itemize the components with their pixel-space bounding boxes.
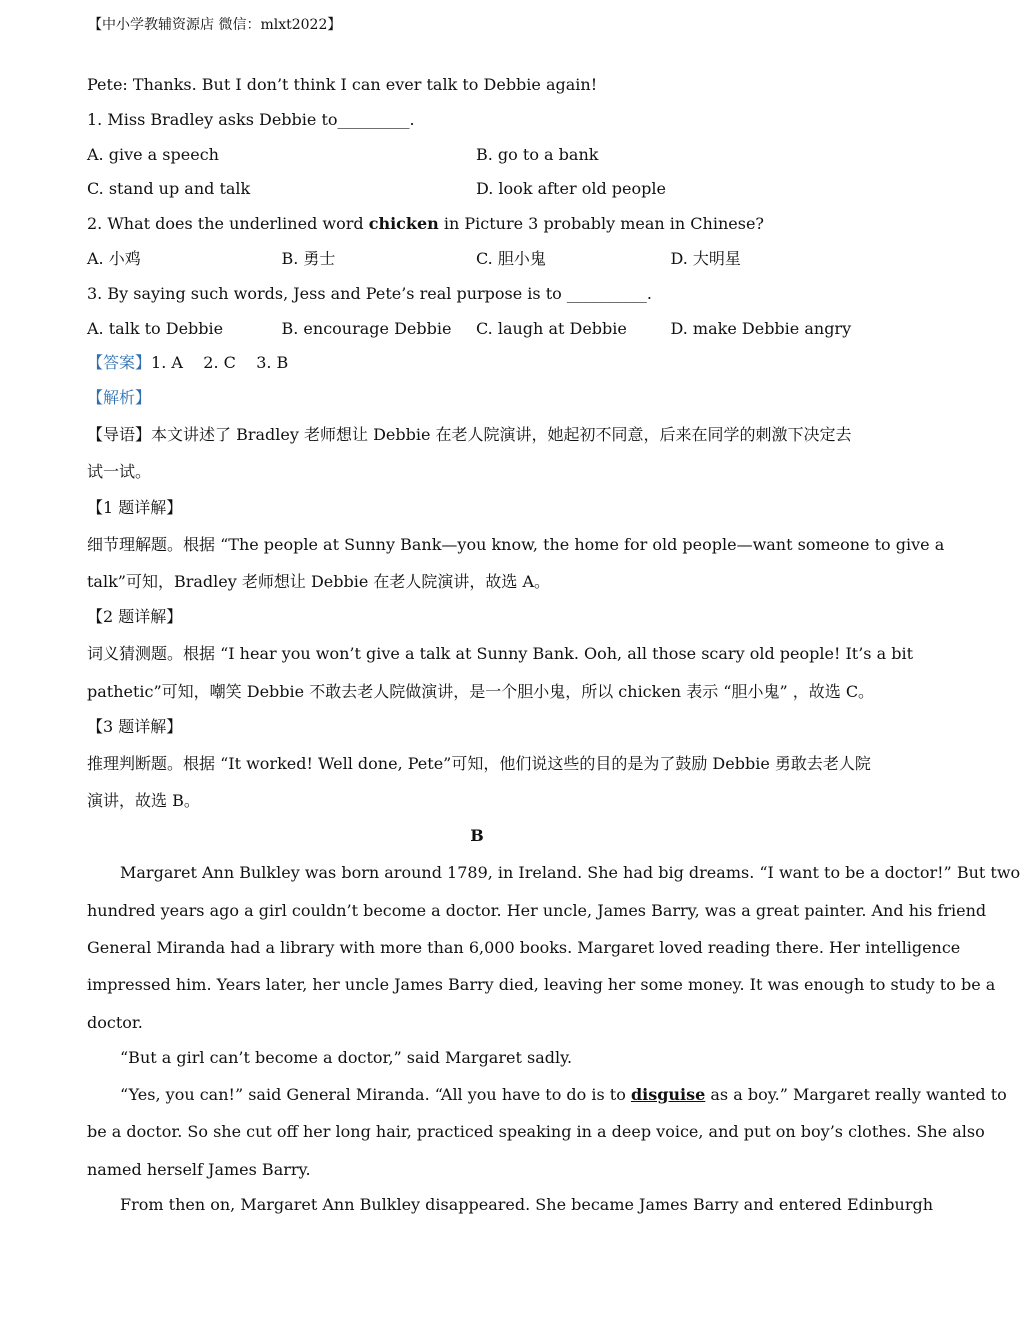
q1-option-c: C. stand up and talk — [87, 179, 251, 199]
passage-p1-line-4: impressed him. Years later, her uncle James Barry died, leaving her some money. It was enough to study to be a — [87, 975, 996, 995]
question-1-options-row-1 — [87, 138, 867, 173]
question-2-stem — [87, 207, 867, 242]
q3-option-d: D. make Debbie angry — [670, 318, 852, 338]
q2-option-d: D. 大明星 — [670, 248, 741, 268]
detail-3-label: 【3 题详解】 — [87, 716, 183, 736]
q3-option-b: B. encourage Debbie — [281, 318, 452, 338]
detail-1-label: 【1 题详解】 — [87, 497, 183, 517]
analysis-label: 【解析】 — [87, 388, 152, 408]
underlined-word-disguise: disguise — [630, 1085, 706, 1105]
detail-3-line-2: 演讲，故选 B。 — [87, 791, 200, 811]
p3-before: “Yes, you can!” said General Miranda. “All you have to do is to — [120, 1085, 631, 1105]
document-body — [87, 68, 1020, 1223]
guide-line-2: 试一试。 — [87, 462, 152, 482]
q1-option-b: B. go to a bank — [476, 144, 599, 164]
passage-p3-line-2: be a doctor. So she cut off her long hair, practiced speaking in a deep voice, and put on boy’s clothes. She also — [87, 1122, 985, 1142]
passage-p1-line-1: Margaret Ann Bulkley was born around 1789, in Ireland. She had big dreams. “I want to be a doctor!” But two — [120, 863, 1020, 883]
q2-option-b: B. 勇士 — [281, 248, 336, 268]
q2-option-a: A. 小鸡 — [87, 248, 141, 268]
answer-text: 1. A 2. C 3. B — [151, 353, 289, 373]
q2-stem-before: 2. What does the underlined word — [87, 214, 369, 234]
q1-option-d: D. look after old people — [476, 179, 666, 199]
passage-p1-line-5: doctor. — [87, 1012, 143, 1032]
section-b-title: B — [470, 826, 484, 846]
passage-p4: From then on, Margaret Ann Bulkley disappeared. She became James Barry and entered Edinburgh — [120, 1195, 934, 1215]
q3-option-c: C. laugh at Debbie — [476, 318, 627, 338]
detail-2-line-2: pathetic”可知，嘲笑 Debbie 不敢去老人院做演讲，是一个胆小鬼，所以 chicken 表示 “胆小鬼” ，故选 C。 — [87, 681, 875, 701]
passage-p3-line-1 — [87, 1076, 1007, 1113]
question-1-options-row-2 — [87, 172, 867, 207]
detail-3-line-1: 推理判断题。根据 “It worked! Well done, Pete”可知，他们说这些的目的是为了鼓励 Debbie 勇敢去老人院 — [87, 753, 871, 773]
question-2-options — [87, 242, 867, 277]
p3-after: as a boy.” Margaret really wanted to — [705, 1085, 1007, 1105]
answer-label: 【答案】 — [87, 353, 152, 373]
passage-p1-line-2: hundred years ago a girl couldn’t become a doctor. Her uncle, James Barry, was a great painter. And his friend — [87, 900, 987, 920]
q3-option-a: A. talk to Debbie — [87, 318, 224, 338]
question-3-stem: 3. By saying such words, Jess and Pete’s real purpose is to __________. — [87, 283, 652, 303]
question-3-options — [87, 312, 867, 347]
guide-line-1: 【导语】本文讲述了 Bradley 老师想让 Debbie 在老人院演讲，她起初不同意，后来在同学的刺激下决定去 — [87, 424, 852, 444]
page-header: 【中小学教辅资源店 微信：mlxt2022】 — [88, 17, 342, 33]
detail-1-line-2: talk”可知，Bradley 老师想让 Debbie 在老人院演讲，故选 A。 — [87, 571, 551, 591]
answer-line — [87, 346, 867, 381]
detail-1-line-1: 细节理解题。根据 “The people at Sunny Bank—you know, the home for old people—want someone to give a — [87, 534, 945, 554]
detail-2-label: 【2 题详解】 — [87, 607, 183, 627]
q1-option-a: A. give a speech — [87, 144, 219, 164]
q2-option-c: C. 胆小鬼 — [476, 248, 546, 268]
q2-stem-after: in Picture 3 probably mean in Chinese? — [438, 214, 764, 234]
passage-p1-line-3: General Miranda had a library with more than 6,000 books. Margaret loved reading there. Her intelligence — [87, 938, 961, 958]
detail-2-line-1: 词义猜测题。根据 “I hear you won’t give a talk at Sunny Bank. Ooh, all those scary old people! It’s a bit — [87, 644, 914, 664]
question-1-stem: 1. Miss Bradley asks Debbie to_________. — [87, 109, 415, 129]
q2-keyword-chicken: chicken — [368, 214, 439, 234]
passage-p3-line-3: named herself James Barry. — [87, 1159, 311, 1179]
dialog-line: Pete: Thanks. But I don’t think I can ever talk to Debbie again! — [87, 75, 598, 94]
passage-p2: “But a girl can’t become a doctor,” said Margaret sadly. — [120, 1048, 573, 1068]
